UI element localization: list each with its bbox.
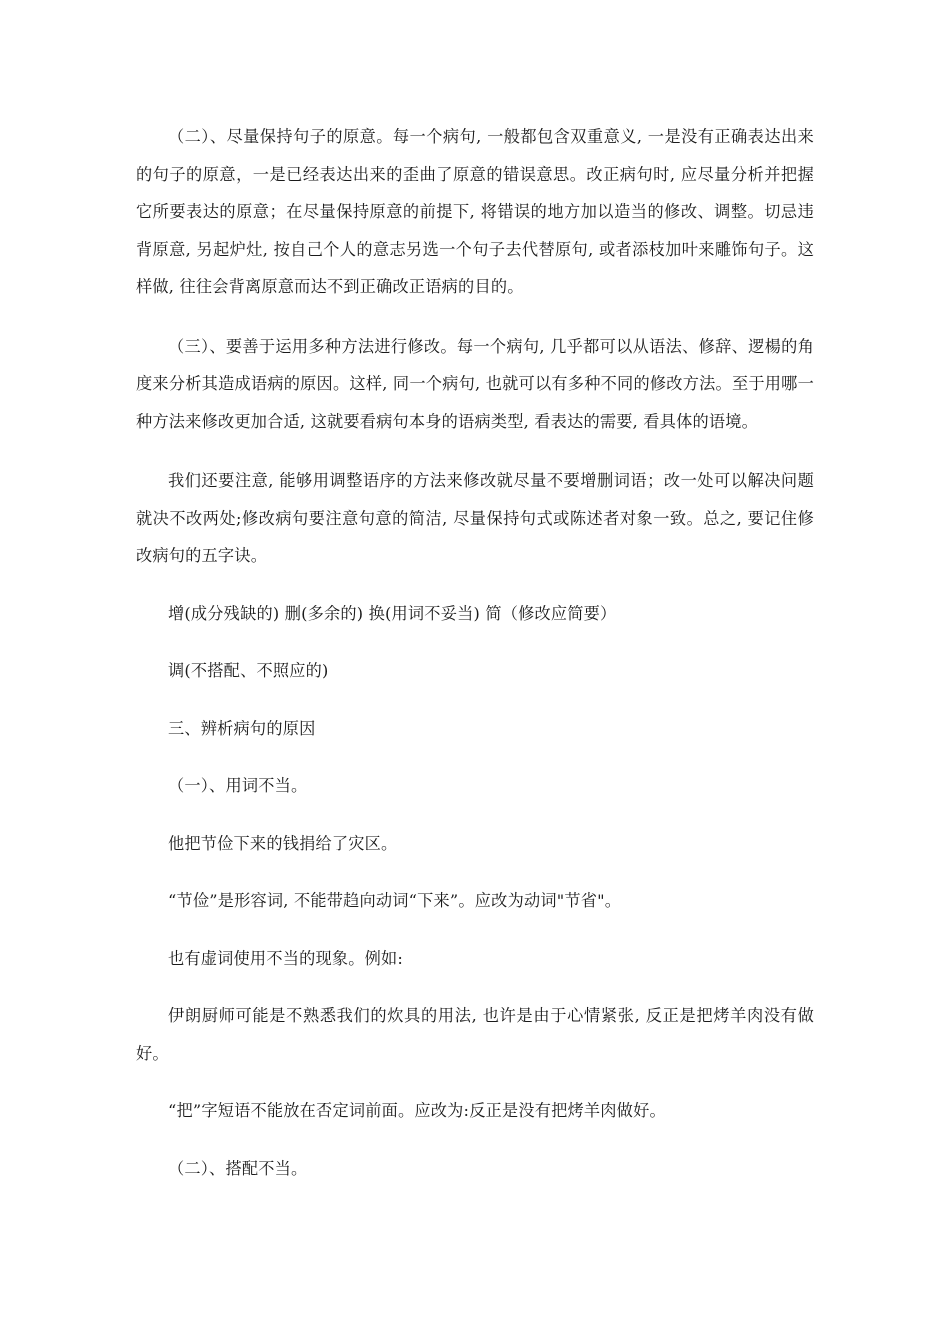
paragraph-five-word-rule-list: 增(成分残缺的) 删(多余的) 换(用词不妥当) 简（修改应简要） (168, 603, 617, 623)
section-heading-causes: 三、辨析病句的原因 (168, 718, 316, 738)
example-sentence-2: 伊朗厨师可能是不熟悉我们的炊具的用法, 也许是由于心情紧张, 反正是把烤羊肉没有做好。 (136, 1006, 814, 1063)
subheading-improper-collocation: （二）、搭配不当。 (168, 1158, 308, 1178)
subheading-improper-word-use: （一）、用词不当。 (168, 776, 308, 795)
paragraph-notes-five-word-rule: 我们还要注意, 能够用调整语序的方法来修改就尽量不要增删词语；改一处可以解决问题就决不改两处;修改病句要注意句意的简洁, 尽量保持句式或陈述者对象一致。总之, 要记住修改病句的五字诀。 (136, 471, 814, 565)
paragraph-function-word-misuse: 也有虚词使用不当的现象。例如: (168, 948, 404, 968)
document-body (136, 118, 814, 1187)
example-sentence-1: 他把节俭下来的钱捐给了灾区。 (168, 833, 398, 853)
paragraph-preserve-original-meaning: （二）、尽量保持句子的原意。每一个病句, 一般都包含双重意义, 一是没有正确表达出来的句子的原意，一是已经表达出来的歪曲了原意的错误意思。改正病句时, 应尽量分析并把握它所要表达的原意；在尽量保持原意的前提下, 将错误的地方加以造当的修改、调整。切忌违背原意, 另起炉灶, 按自己个人的意志另选一个句子去代替原句, 或者添枝加叶来雕饰句子。这样做, 往往会背离原意而达不到正确改正语病的目的。 (136, 127, 814, 296)
explanation-2: “把”字短语不能放在否定词前面。应改为:反正是没有把烤羊肉做好。 (168, 1101, 666, 1120)
paragraph-five-word-rule-adjust: 调(不搭配、不照应的) (168, 661, 329, 680)
explanation-1: “节俭”是形容词, 不能带趋向动词“下来”。应改为动词"节省"。 (168, 891, 622, 910)
paragraph-multiple-methods: （三）、要善于运用多种方法进行修改。每一个病句, 几乎都可以从语法、修辞、逻楊的角度来分析其造成语病的原因。这样, 同一个病句, 也就可以有多种不同的修改方法。至于用哪一种方法来修改更加合适, 这就要看病句本身的语病类型, 看表达的需要, 看具体的语境。 (136, 336, 814, 431)
